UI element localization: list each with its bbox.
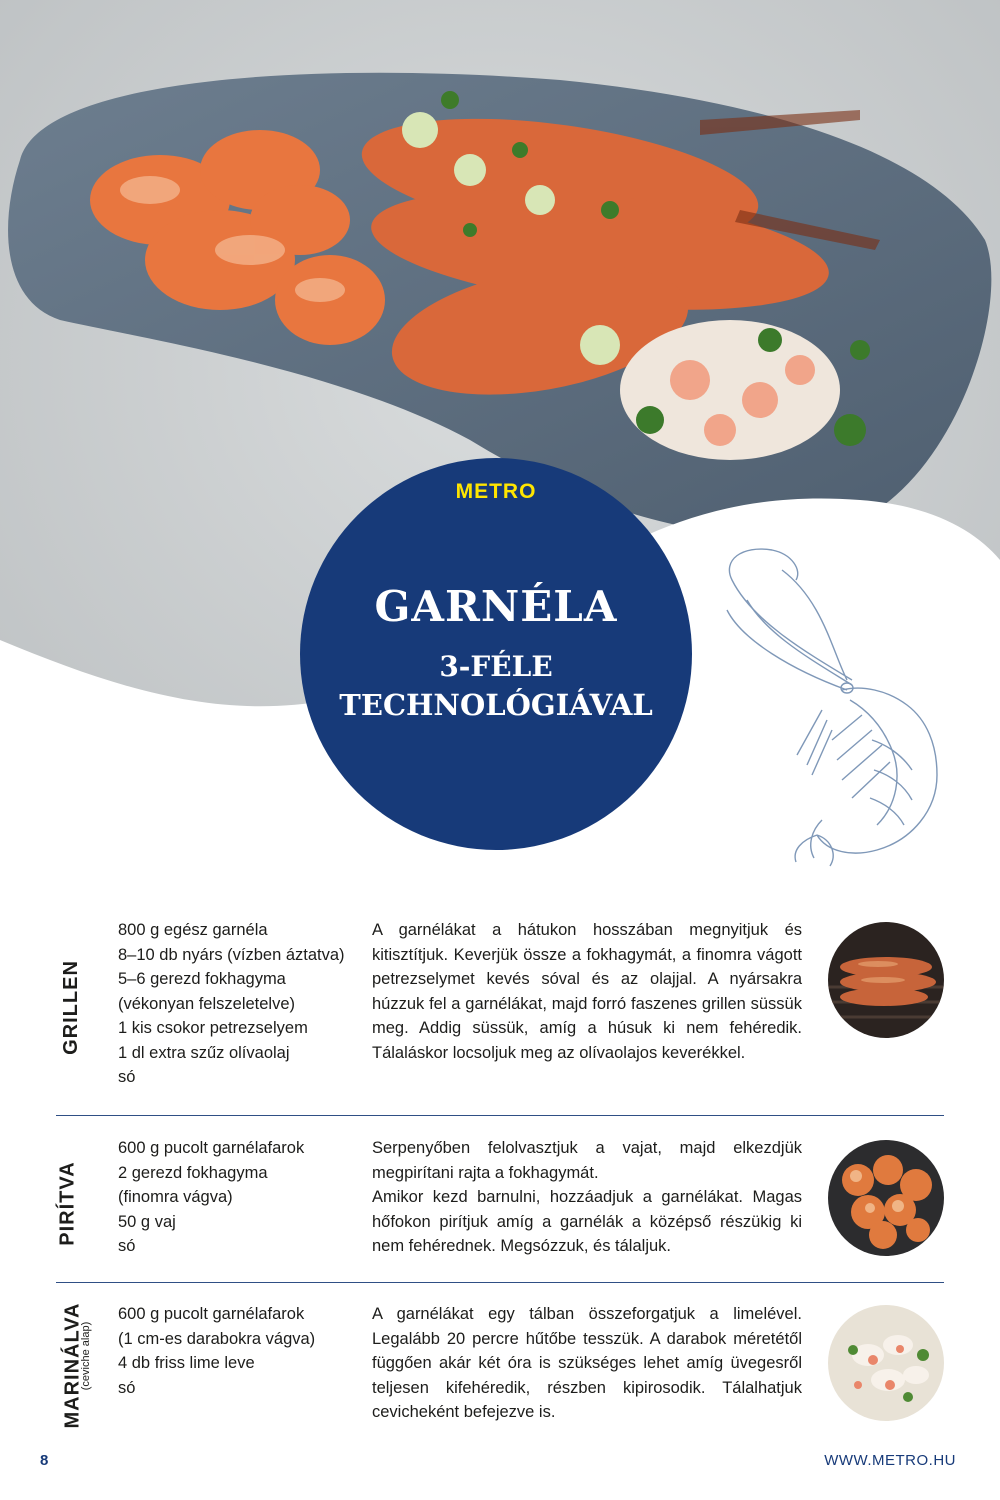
ingredient-item: 4 db friss lime leve [118,1354,255,1372]
ingredient-item: só [118,1378,136,1397]
ingredient-item: 50 g vaj [118,1212,176,1231]
ingredient-item: só [118,1068,136,1086]
ingredients-marinalva [118,1302,315,1400]
ingredient-item: 800 g egész garnéla [118,921,268,939]
dish-photo-marinalva [828,1305,944,1421]
method-marinalva: A garnélákat egy tálban összeforgatjuk a limelével. Legalább 20 percre hűtőbe tesszük. A darabok méretétől függően akár két óra is szükséges lehet amíg üvegesről teljesen kifehéredik, részben kipirosodik. Tálalhatjuk cevicheként befejezve is. [372,1305,802,1421]
page-subtitle-line2: TECHNOLÓGIÁVAL [339,688,653,722]
ingredient-item: 600 g pucolt garnélafarok [118,1305,305,1323]
ingredient-item: (1 cm-es darabokra vágva) [118,1329,316,1348]
page-subtitle-line1: 3-FÉLE [439,650,553,683]
ingredient-item: 2 gerezd fokhagyma [118,1163,268,1182]
ingredient-item: 600 g pucolt garnélafarok [118,1139,305,1157]
ingredient-item: 5–6 gerezd fokhagyma [118,970,286,988]
ingredient-item: 1 dl extra szűz olívaolaj [118,1043,290,1062]
method-paragraph: Serpenyőben felolvasztjuk a vajat, majd elkezdjük megpirítani rajta a fokhagymát. [372,1139,802,1182]
page-number: 8 [40,1452,49,1469]
ingredient-item: (finomra vágva) [118,1188,233,1206]
section-note-ceviche: (ceviche alap) [80,1321,93,1391]
metro-logo: METRO [455,480,537,503]
method-grillen: A garnélákat a hátukon hosszában megnyitjuk és kitisztítjuk. Keverjük össze a fokhagymát, a finomra vágott petrezselymet kevés sóval és az olajjal. A nyársakra húzzuk fel a garnélákat, majd forró faszenes grillen süssük meg. Addig süssük, amíg a húsuk ki nem fehéredik. Tálaláskor locsoljuk meg az olívaolajos keverékkel. [372,921,802,1062]
website-link[interactable]: WWW.METRO.HU [824,1452,956,1469]
shrimp-illustration-icon [712,540,972,880]
ingredients-piritva [118,1136,304,1259]
section-divider [56,1282,944,1283]
dish-photo-piritva [828,1140,944,1256]
method-piritva [372,1136,802,1259]
ingredient-item: 8–10 db nyárs (vízben áztatva) [118,945,345,964]
title-badge [300,458,692,850]
section-label-grillen: GRILLEN [59,960,82,1055]
ingredient-item: (vékonyan felszeletelve) [118,994,296,1013]
ingredients-grillen [118,918,345,1090]
method-paragraph: Amikor kezd barnulni, hozzáadjuk a garnélákat. Magas hőfokon pirítjuk amíg a garnélák a középső részükig ki nem fehérednek. Megsózzuk, és tálaljuk. [372,1188,802,1255]
ingredient-item: só [118,1237,136,1255]
section-divider [56,1115,944,1116]
dish-photo-grillen [828,922,944,1038]
section-label-marinalva: MARINÁLVA [61,1302,84,1429]
ingredient-item: 1 kis csokor petrezselyem [118,1019,308,1037]
page-title: GARNÉLA [374,582,618,631]
section-label-piritva: PIRÍTVA [56,1161,79,1246]
